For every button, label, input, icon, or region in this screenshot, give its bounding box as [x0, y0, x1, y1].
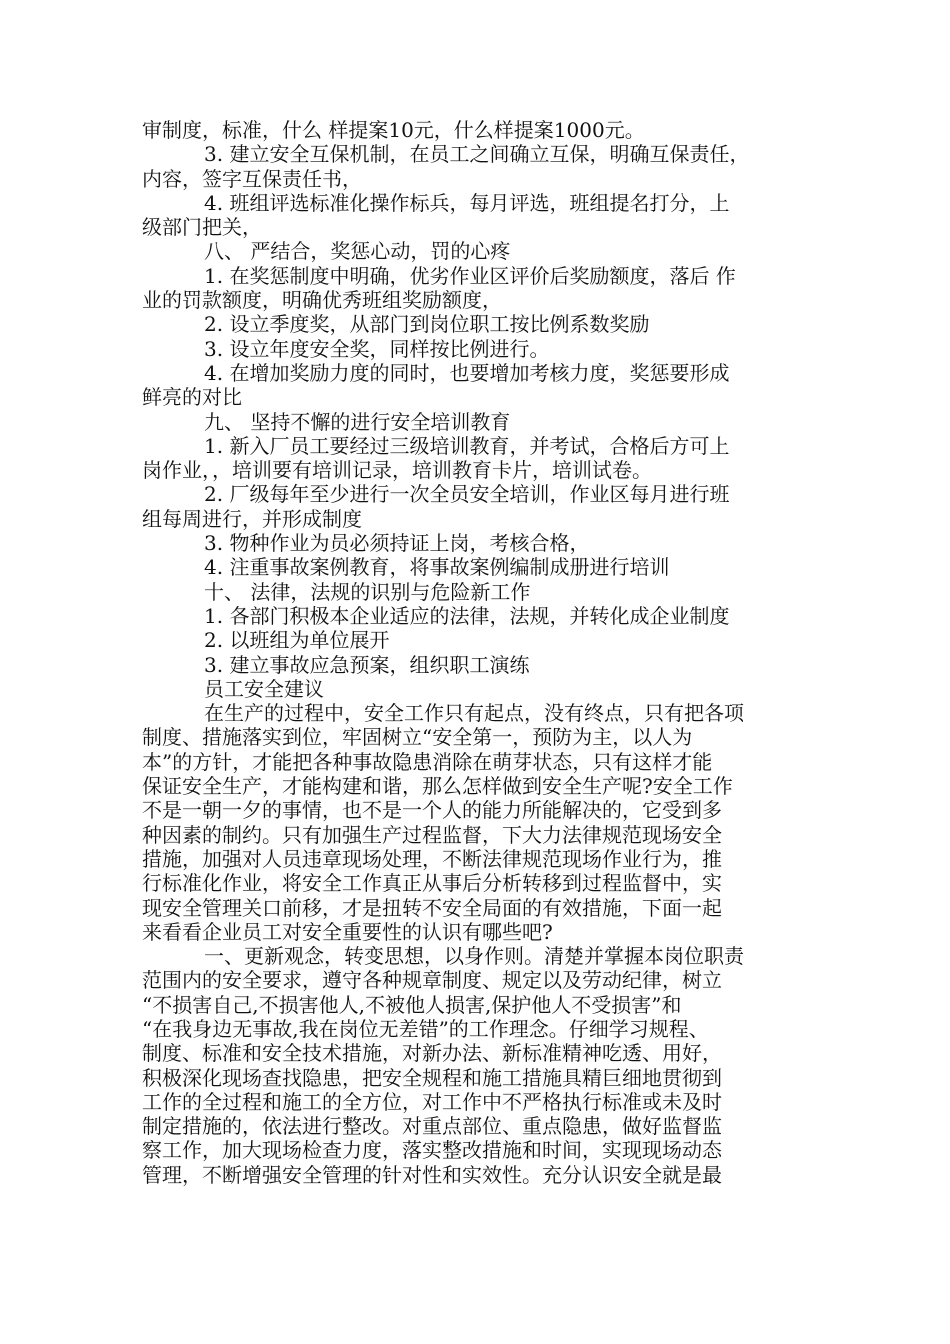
text-line: 管理，不断增强安全管理的针对性和实效性。充分认识安全就是最	[142, 1162, 722, 1187]
text-line: 1. 各部门积极本企业适应的法律，法规，并转化成企业制度	[204, 603, 730, 628]
section-heading: 员工安全建议	[204, 676, 324, 701]
text-line: 4. 班组评选标准化操作标兵，每月评选，班组提名打分，上	[204, 190, 730, 215]
text-line: “在我身边无事故,我在岗位无差错”的工作理念。仔细学习规程、	[142, 1016, 709, 1041]
text-line: 现安全管理关口前移，才是扭转不安全局面的有效措施，下面一起	[142, 895, 722, 920]
text-line: 2. 厂级每年至少进行一次全员安全培训，作业区每月进行班	[204, 482, 730, 507]
text-line: 岗作业，，培训要有培训记录，培训教育卡片，培训试卷。	[142, 458, 652, 483]
text-line: 审制度，标准，什么 样提案10元，什么样提案1000元。	[142, 118, 645, 142]
text-line: 3. 建立安全互保机制，在员工之间确立互保，明确互保责任，	[204, 142, 750, 167]
text-line: 2. 设立季度奖，从部门到岗位职工按比例系数奖励	[204, 312, 650, 337]
text-line: 2. 以班组为单位展开	[204, 628, 390, 653]
text-line: 工作的全过程和施工的全方位，对工作中不严格执行标准或未及时	[142, 1089, 722, 1114]
text-line: 察工作，加大现场检查力度，落实整改措施和时间，实现现场动态	[142, 1138, 722, 1163]
text-line: 级部门把关，	[142, 215, 262, 240]
text-line: 3. 建立事故应急预案，组织职工演练	[204, 652, 530, 677]
text-line: 1. 在奖惩制度中明确，优劣作业区评价后奖励额度，落后 作	[204, 263, 736, 288]
text-line: 3. 设立年度安全奖，同样按比例进行。	[204, 336, 550, 361]
text-line: 一、更新观念，转变思想，以身作则。清楚并掌握本岗位职责	[204, 944, 744, 969]
text-line: 不是一朝一夕的事情，也不是一个人的能力所能解决的，它受到多	[142, 798, 722, 823]
text-line: 措施，加强对人员违章现场处理，不断法律规范现场作业行为，推	[142, 846, 722, 871]
section-heading: 八、 严结合，奖惩心动，罚的心疼	[204, 239, 511, 264]
text-line: 3. 物种作业为员必须持证上岗，考核合格，	[204, 531, 590, 556]
text-line: 内容，签字互保责任书，	[142, 166, 362, 191]
text-line: 4. 在增加奖励力度的同时，也要增加考核力度，奖惩要形成	[204, 360, 730, 385]
text-line: 来看看企业员工对安全重要性的认识有哪些吧?	[142, 919, 553, 944]
text-line: 组每周进行，并形成制度	[142, 506, 362, 531]
text-line: 种因素的制约。只有加强生产过程监督，下大力法律规范现场安全	[142, 822, 722, 847]
text-line: 范围内的安全要求，遵守各种规章制度、规定以及劳动纪律，树立	[142, 968, 722, 993]
text-line: 业的罚款额度，明确优秀班组奖励额度，	[142, 288, 502, 313]
text-line: 制定措施的，依法进行整改。对重点部位、重点隐患，做好监督监	[142, 1114, 722, 1139]
text-line: “不损害自己,不损害他人,不被他人损害,保护他人不受损害”和	[142, 992, 682, 1017]
text-line: 在生产的过程中，安全工作只有起点，没有终点，只有把各项	[204, 701, 744, 726]
section-heading: 十、 法律，法规的识别与危险新工作	[204, 579, 531, 604]
text-line: 保证安全生产，才能构建和谐，那么怎样做到安全生产呢?安全工作	[142, 774, 733, 799]
text-line: 本”的方针，才能把各种事故隐患消除在萌芽状态，只有这样才能	[142, 749, 713, 774]
text-line: 1. 新入厂员工要经过三级培训教育，并考试，合格后方可上	[204, 433, 730, 458]
document-body	[142, 118, 814, 1187]
text-line: 4. 注重事故案例教育，将事故案例编制成册进行培训	[204, 555, 670, 580]
text-line: 行标准化作业，将安全工作真正从事后分析转移到过程监督中，实	[142, 871, 722, 896]
text-line: 积极深化现场查找隐患，把安全规程和施工措施具精巨细地贯彻到	[142, 1065, 722, 1090]
text-line: 制度、标准和安全技术措施，对新办法、新标准精神吃透、用好，	[142, 1041, 722, 1066]
text-line: 鲜亮的对比	[142, 385, 242, 410]
text-line: 制度、措施落实到位，牢固树立“安全第一，预防为主，以人为	[142, 725, 693, 750]
section-heading: 九、 坚持不懈的进行安全培训教育	[204, 409, 511, 434]
